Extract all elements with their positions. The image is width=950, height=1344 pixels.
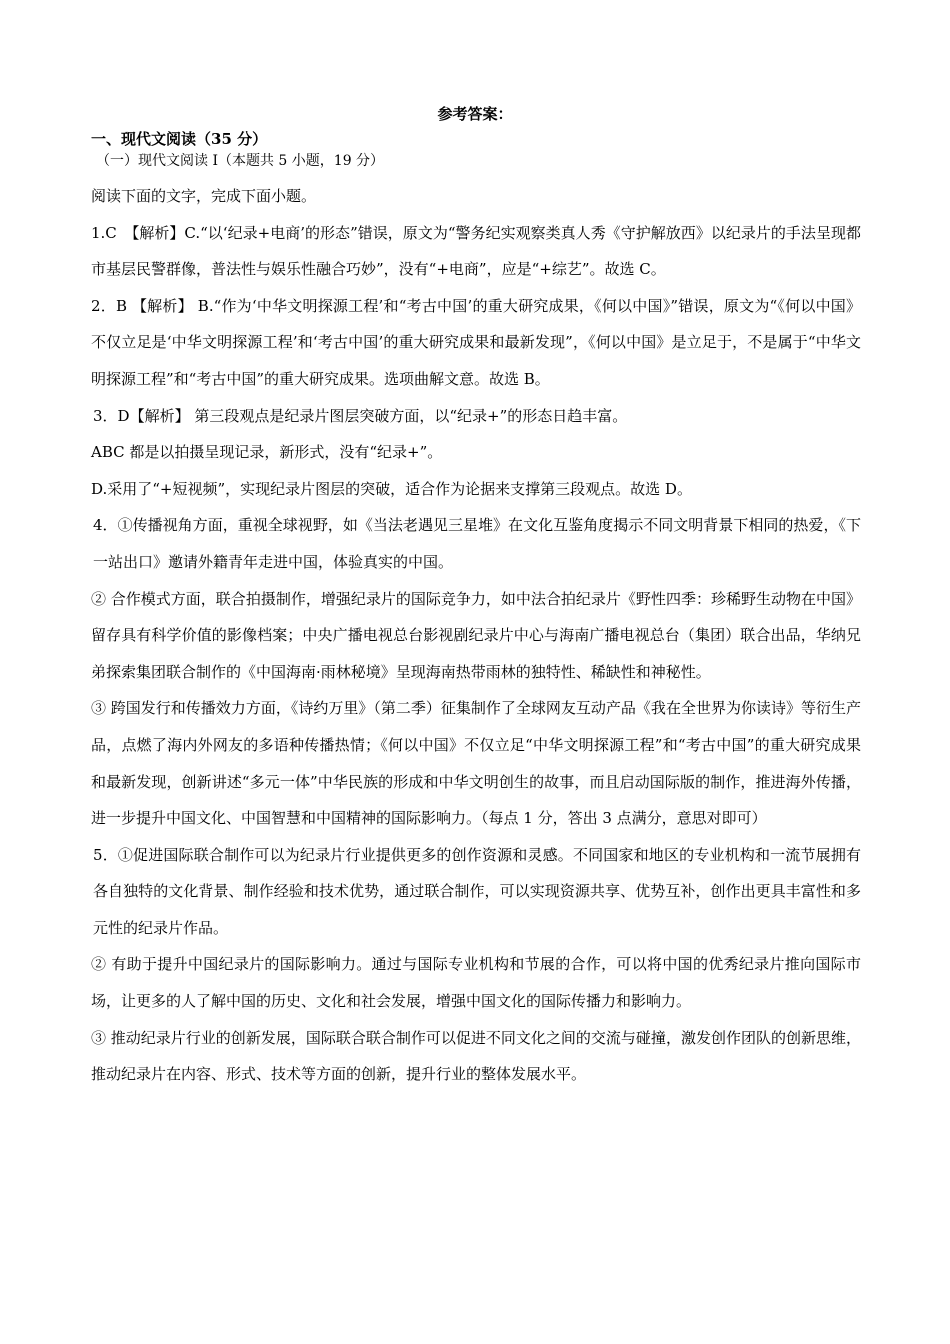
section-heading: 一、现代文阅读（35 分） <box>91 130 268 148</box>
answer-q5-point2: ② 有助于提升中国纪录片的国际影响力。通过与国际专业机构和节展的合作，可以将中国的优秀纪录片推向国际市场，让更多的人了解中国的历史、文化和社会发展，增强中国文化的国际传播力和影响力。 <box>91 955 861 1011</box>
answer-q5-point3: ③ 推动纪录片行业的创新发展，国际联合联合制作可以促进不同文化之间的交流与碰撞，激发创作团队的创新思维，推动纪录片在内容、形式、技术等方面的创新，提升行业的整体发展水平。 <box>91 1028 861 1084</box>
subsection-heading: （一）现代文阅读 Ⅰ（本题共 5 小题，19 分） <box>96 153 385 169</box>
answer-body <box>91 128 861 1093</box>
answer-q3-line2: ABC 都是以拍摄呈现记录，新形式，没有“纪录+”。 <box>91 443 443 462</box>
answer-q5-point1: 5．①促进国际联合制作可以为纪录片行业提供更多的创作资源和灵感。不同国家和地区的专业机构和一流节展拥有各自独特的文化背景、制作经验和技术优势，通过联合制作，可以实现资源共享、优势互补，创作出更具丰富性和多元性的纪录片作品。 <box>93 845 861 937</box>
answer-q3-line1: 3．D【解析】 第三段观点是纪录片图层突破方面，以“纪录+”的形态日趋丰富。 <box>93 406 628 425</box>
answer-q4-point3: ③ 跨国发行和传播效力方面，《诗约万里》（第二季）征集制作了全球网友互动产品《我在全世界为你读诗》等衍生产品，点燃了海内外网友的多语种传播热情；《何以中国》不仅立足“中华文明探源工程”和“考古中国”的重大研究成果和最新发现，创新讲述“多元一体”中华民族的形成和中华文明创生的故事，而且启动国际版的制作，推进海外传播，进一步提升中国文化、中国智慧和中国精神的国际影响力。（每点 1 分，答出 3 点满分，意思对即可） <box>91 699 861 828</box>
answer-q3-line3: D.采用了“+短视频”，实现纪录片图层的突破，适合作为论据来支撑第三段观点。故选 D。 <box>91 479 692 498</box>
answer-q1: 1.C 【解析】C.“以‘纪录+电商’的形态”错误，原文为“警务纪实观察类真人秀《守护解放西》以纪录片的手法呈现都市基层民警群像，普法性与娱乐性融合巧妙”，没有“+电商”，应是“+综艺”。故选 C。 <box>91 223 861 279</box>
intro-text: 阅读下面的文字，完成下面小题。 <box>91 187 317 205</box>
answer-q4-point2: ② 合作模式方面，联合拍摄制作，增强纪录片的国际竞争力，如中法合拍纪录片《野性四季：珍稀野生动物在中国》留存具有科学价值的影像档案；中央广播电视总台影视剧纪录片中心与海南广播电视总台（集团）联合出品，华纳兄弟探索集团联合制作的《中国海南·雨林秘境》呈现海南热带雨林的独特性、稀缺性和神秘性。 <box>91 589 861 681</box>
answer-q4-point1: 4．①传播视角方面，重视全球视野，如《当法老遇见三星堆》在文化互鉴角度揭示不同文明背景下相同的热爱，《下一站出口》邀请外籍青年走进中国，体验真实的中国。 <box>93 516 861 571</box>
page-title: 参考答案： <box>437 105 513 123</box>
answer-q2: 2．B 【解析】 B.“作为‘中华文明探源工程’和“考古中国’的重大研究成果，《何以中国》”错误，原文为“《何以中国》不仅立足是‘中华文明探源工程’和‘考古中国’的重大研究成果和最新发现”，《何以中国》是立足于，不是属于“中华文明探源工程”和“考古中国”的重大研究成果。选项曲解文意。故选 B。 <box>91 296 861 388</box>
